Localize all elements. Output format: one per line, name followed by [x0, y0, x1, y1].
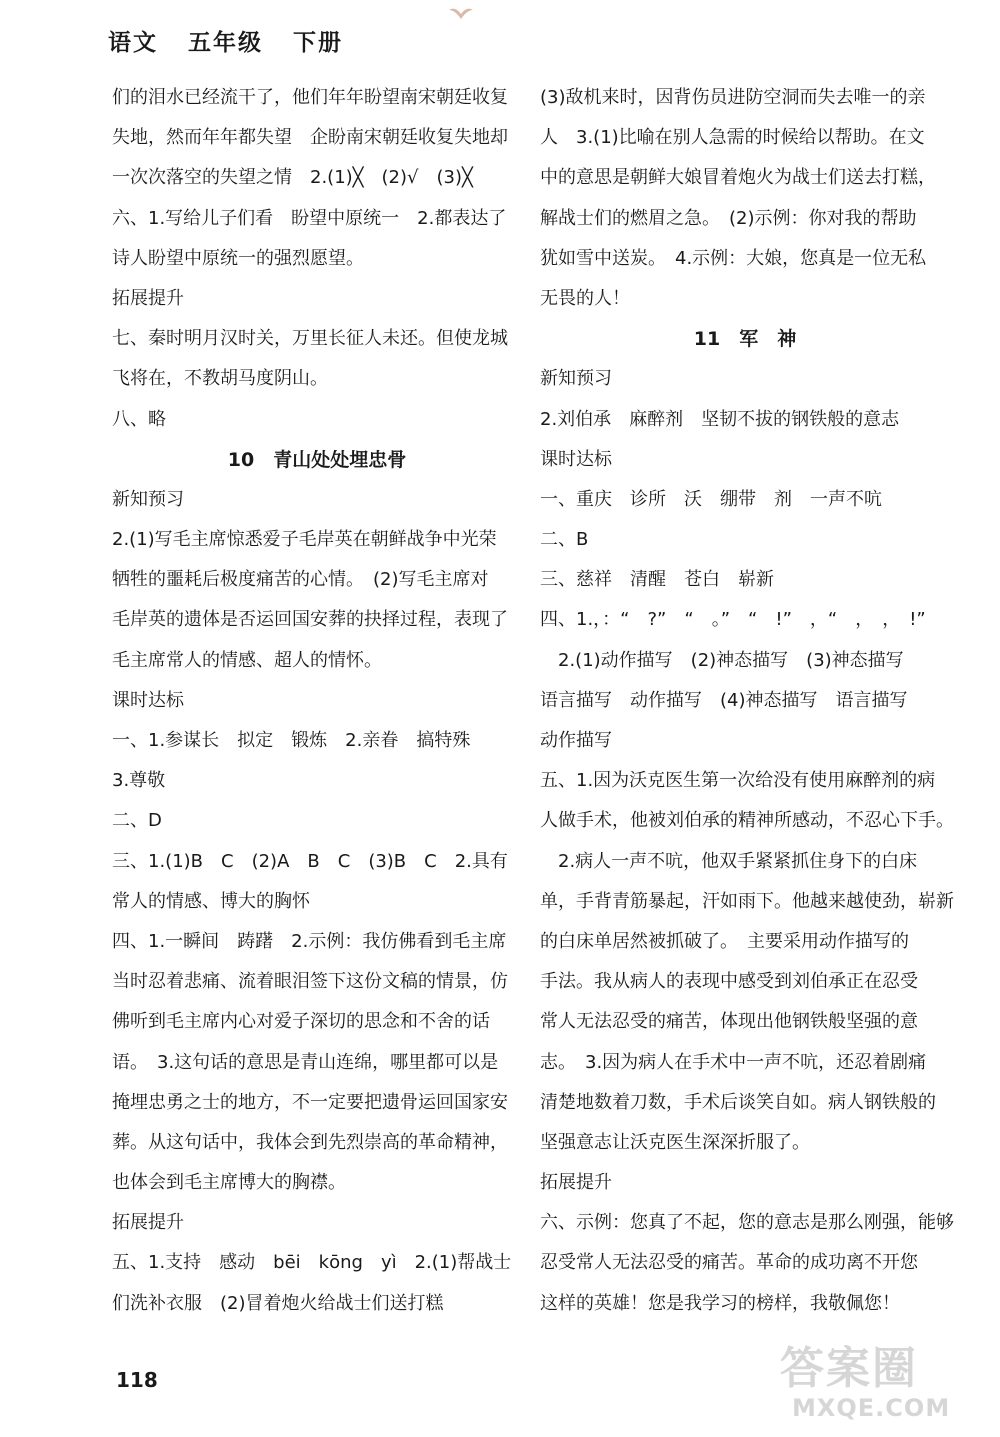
- answer-column-right: [540, 78, 954, 1324]
- text-line: 忍受常人无法忍受的痛苦。革命的成功离不开您: [540, 1252, 918, 1274]
- text-line: 语。 3.这句话的意思是青山连绵，哪里都可以是: [112, 1051, 499, 1073]
- text-line: 常人无法忍受的痛苦，体现出他钢铁般坚强的意: [540, 1011, 918, 1033]
- header-volume: 下册: [293, 29, 344, 56]
- text-line: 二、D: [112, 810, 162, 832]
- text-line: 常人的情感、博大的胸怀: [112, 890, 310, 912]
- text-line: 3.尊敬: [112, 770, 166, 792]
- text-line: 飞将在，不教胡马度阴山。: [112, 368, 328, 390]
- text-line: 们的泪水已经流干了，他们年年盼望南宋朝廷收复: [112, 87, 508, 108]
- text-line: 人 3.(1)比喻在别人急需的时候给以帮助。在文: [540, 127, 925, 149]
- page-number: 118: [116, 1368, 158, 1392]
- text-line: 一、重庆 诊所 沃 绷带 剂 一声不吭: [540, 488, 882, 510]
- text-line: 犹如雪中送炭。 4.示例：大娘，您真是一位无私: [540, 247, 927, 269]
- text-line: 葬。从这句话中，我体会到先烈崇高的革命精神，: [112, 1131, 508, 1153]
- text-line: 动作描写: [540, 730, 612, 751]
- text-line: 七、秦时明月汉时关，万里长征人未还。但使龙城: [112, 328, 508, 350]
- answer-column-left: [112, 78, 522, 1324]
- lesson-title: 10 青山处处埋忠骨: [227, 448, 407, 471]
- text-line: 新知预习: [112, 488, 184, 510]
- lesson-title: 11 军 神: [693, 328, 797, 351]
- text-line: 单，手背青筋暴起，汗如雨下。他越来越使劲，崭新: [540, 890, 954, 912]
- text-line: 清楚地数着刀数，手术后谈笑自如。病人钢铁般的: [540, 1091, 936, 1113]
- text-line: 毛岸英的遗体是否运回国安葬的抉择过程，表现了: [112, 609, 508, 631]
- text-line: 也体会到毛主席博大的胸襟。: [112, 1172, 346, 1194]
- header-subject: 语文: [108, 29, 158, 56]
- text-line: 手法。我从病人的表现中感受到刘伯承正在忍受: [540, 971, 918, 993]
- text-line: 六、1.写给儿子们看 盼望中原统一 2.都表达了: [112, 207, 507, 229]
- text-line: 三、慈祥 清醒 苍白 崭新: [540, 569, 774, 591]
- site-watermark: [780, 1345, 990, 1431]
- text-line: 志。 3.因为病人在手术中一声不吭，还忍着剧痛: [540, 1051, 927, 1073]
- text-line: 诗人盼望中原统一的强烈愿望。: [112, 247, 364, 269]
- text-line: 五、1.支持 感动 bēi kōng yì 2.(1)帮战士: [112, 1252, 512, 1274]
- text-line: 这样的英雄！您是我学习的榜样，我敬佩您！: [540, 1292, 900, 1314]
- text-line: 解战士们的燃眉之急。 (2)示例：你对我的帮助: [540, 207, 917, 229]
- watermark-logo-text: 答案圈: [780, 1343, 918, 1394]
- bird-ornament-icon: [448, 4, 474, 24]
- text-line: (3)敌机来时，因背伤员进防空洞而失去唯一的亲: [540, 87, 926, 108]
- text-line: 一次次落空的失望之情 2.(1)╳ (2)√ (3)╳: [112, 167, 473, 189]
- text-line: 失地，然而年年都失望 企盼南宋朝廷收复失地却: [112, 127, 508, 149]
- text-line: 拓展提升: [112, 1212, 184, 1234]
- text-line: 新知预习: [540, 368, 612, 390]
- text-line: 2.(1)写毛主席惊悉爱子毛岸英在朝鲜战争中光荣: [112, 529, 497, 551]
- text-line: 中的意思是朝鲜大娘冒着炮火为战士们送去打糕，: [540, 167, 936, 189]
- header-grade: 五年级: [188, 29, 264, 56]
- text-line: 四、1.，：“ ?” “ 。” “ !” ，“ ， ， !”: [540, 609, 926, 631]
- watermark-url: MXQE.COM: [792, 1394, 951, 1422]
- text-line: 五、1.因为沃克医生第一次给没有使用麻醉剂的病: [540, 770, 936, 792]
- text-line: 们洗补衣服 (2)冒着炮火给战士们送打糕: [112, 1292, 444, 1314]
- text-line: 无畏的人！: [540, 287, 630, 309]
- text-line: 课时达标: [540, 448, 612, 470]
- text-line: 四、1.一瞬间 踌躇 2.示例：我仿佛看到毛主席: [112, 930, 507, 952]
- text-line: 的白床单居然被抓破了。 主要采用动作描写的: [540, 930, 909, 952]
- text-line: 课时达标: [112, 689, 184, 711]
- page-header: [108, 24, 363, 57]
- text-line: 掩埋忠勇之士的地方，不一定要把遗骨运回国家安: [112, 1091, 508, 1113]
- text-line: 坚强意志让沃克医生深深折服了。: [540, 1131, 810, 1153]
- text-line: 牺牲的噩耗后极度痛苦的心情。 (2)写毛主席对: [112, 569, 489, 591]
- text-line: 语言描写 动作描写 (4)神态描写 语言描写: [540, 689, 908, 711]
- text-line: 2.刘伯承 麻醉剂 坚韧不拔的钢铁般的意志: [540, 408, 900, 430]
- text-line: 佛听到毛主席内心对爱子深切的思念和不舍的话: [112, 1011, 490, 1033]
- text-line: 一、1.参谋长 拟定 锻炼 2.亲眷 搞特殊: [112, 730, 471, 751]
- text-line: 拓展提升: [112, 287, 184, 309]
- text-line: 当时忍着悲痛、流着眼泪签下这份文稿的情景，仿: [112, 971, 508, 993]
- text-line: 毛主席常人的情感、超人的情怀。: [112, 649, 382, 671]
- text-line: 二、B: [540, 529, 589, 551]
- text-line: 八、略: [112, 408, 166, 430]
- text-line: 2.(1)动作描写 (2)神态描写 (3)神态描写: [540, 649, 904, 671]
- text-line: 三、1.(1)B C (2)A B C (3)B C 2.具有: [112, 850, 508, 872]
- text-line: 人做手术，他被刘伯承的精神所感动，不忍心下手。: [540, 810, 954, 832]
- text-line: 拓展提升: [540, 1172, 612, 1194]
- text-line: 六、示例：您真了不起，您的意志是那么刚强，能够: [540, 1212, 954, 1234]
- text-line: 2.病人一声不吭，他双手紧紧抓住身下的白床: [540, 850, 918, 872]
